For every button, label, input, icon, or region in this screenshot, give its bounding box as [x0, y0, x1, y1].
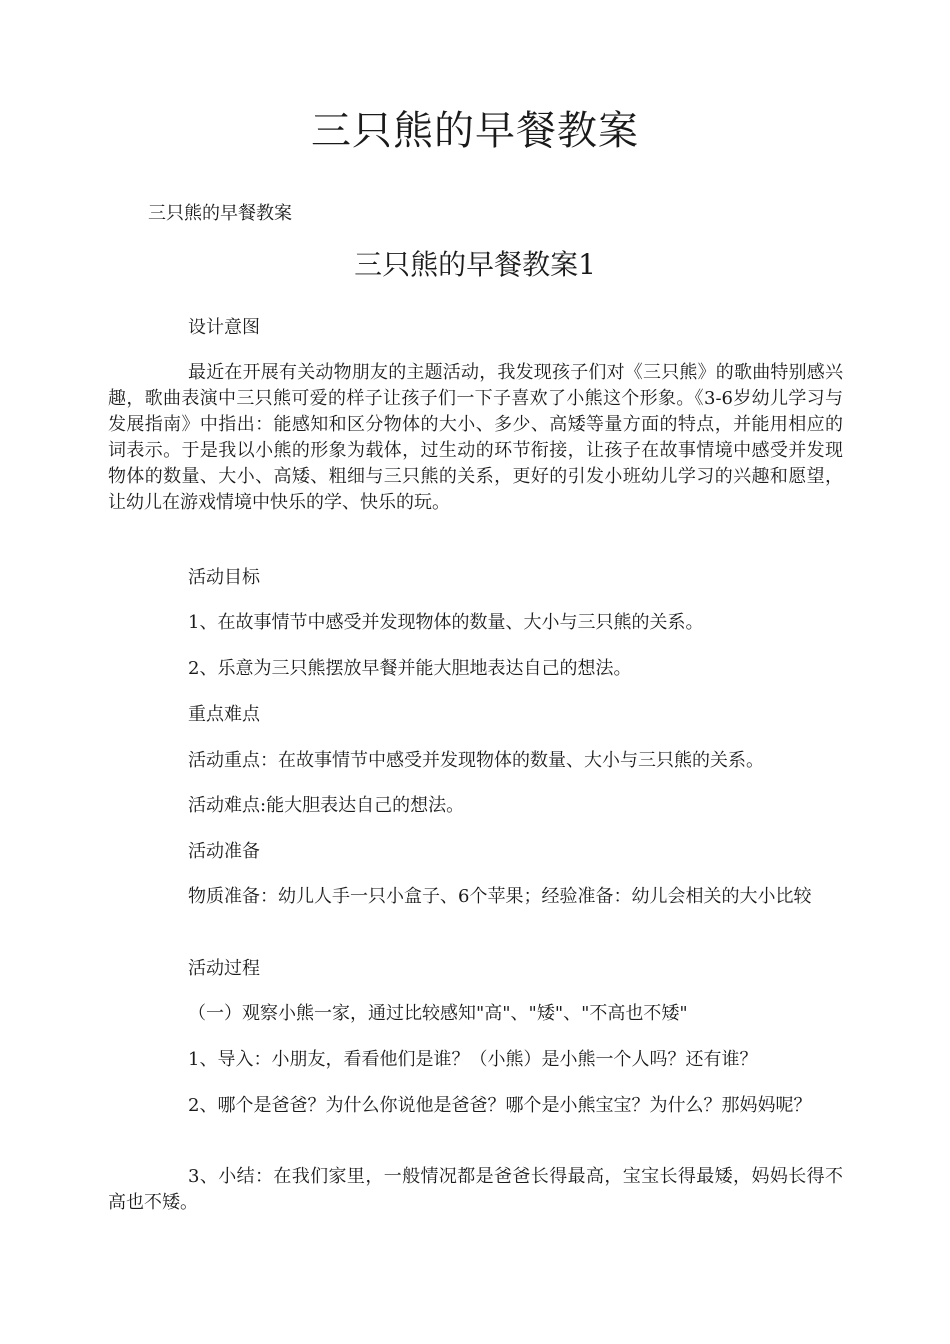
- section-title: 三只熊的早餐教案1: [354, 248, 596, 281]
- paragraph-process-step-1-heading: （一）观察小熊一家，通过比较感知"高"、"矮"、"不高也不矮": [188, 1003, 688, 1024]
- document-subtitle: 三只熊的早餐教案: [148, 203, 292, 224]
- paragraph-process-question: 2、哪个是爸爸？为什么你说他是爸爸？哪个是小熊宝宝？为什么？那妈妈呢？: [188, 1095, 812, 1116]
- paragraph-preparation-heading: 活动准备: [188, 841, 260, 862]
- paragraph-goal-1: 1、在故事情节中感受并发现物体的数量、大小与三只熊的关系。: [188, 612, 704, 633]
- paragraph-goals-heading: 活动目标: [188, 567, 260, 588]
- paragraph-design-intent: 最近在开展有关动物朋友的主题活动，我发现孩子们对《三只熊》的歌曲特别感兴趣，歌曲表演中三只熊可爱的样子让孩子们一下子喜欢了小熊这个形象。《3-6岁幼儿学习与发展指南》中指出：能感知和区分物体的大小、多少、高矮等量方面的特点，并能用相应的词表示。于是我以小熊的形象为载体，过生动的环节衔接，让孩子在故事情境中感受并发现物体的数量、大小、高矮、粗细与三只熊的关系，更好的引发小班幼儿学习的兴趣和愿望，让幼儿在游戏情境中快乐的学、快乐的玩。: [108, 362, 843, 513]
- paragraph-key-points-heading: 重点难点: [188, 704, 260, 725]
- paragraph-preparation: 物质准备：幼儿人手一只小盒子、6个苹果；经验准备：幼儿会相关的大小比较: [188, 886, 812, 907]
- document-title: 三只熊的早餐教案: [311, 108, 639, 154]
- paragraph-process-intro: 1、导入：小朋友，看看他们是谁？（小熊）是小熊一个人吗？还有谁？: [188, 1049, 758, 1070]
- paragraph-difficulty: 活动难点:能大胆表达自己的想法。: [188, 795, 465, 816]
- paragraph-key-point: 活动重点：在故事情节中感受并发现物体的数量、大小与三只熊的关系。: [188, 750, 764, 771]
- paragraph-goal-2: 2、乐意为三只熊摆放早餐并能大胆地表达自己的想法。: [188, 658, 632, 679]
- paragraph-process-heading: 活动过程: [188, 958, 260, 979]
- paragraph-process-summary: 3、小结：在我们家里，一般情况都是爸爸长得最高，宝宝长得最矮，妈妈长得不高也不矮。: [108, 1166, 843, 1213]
- paragraph-design-intent-heading: 设计意图: [188, 317, 260, 338]
